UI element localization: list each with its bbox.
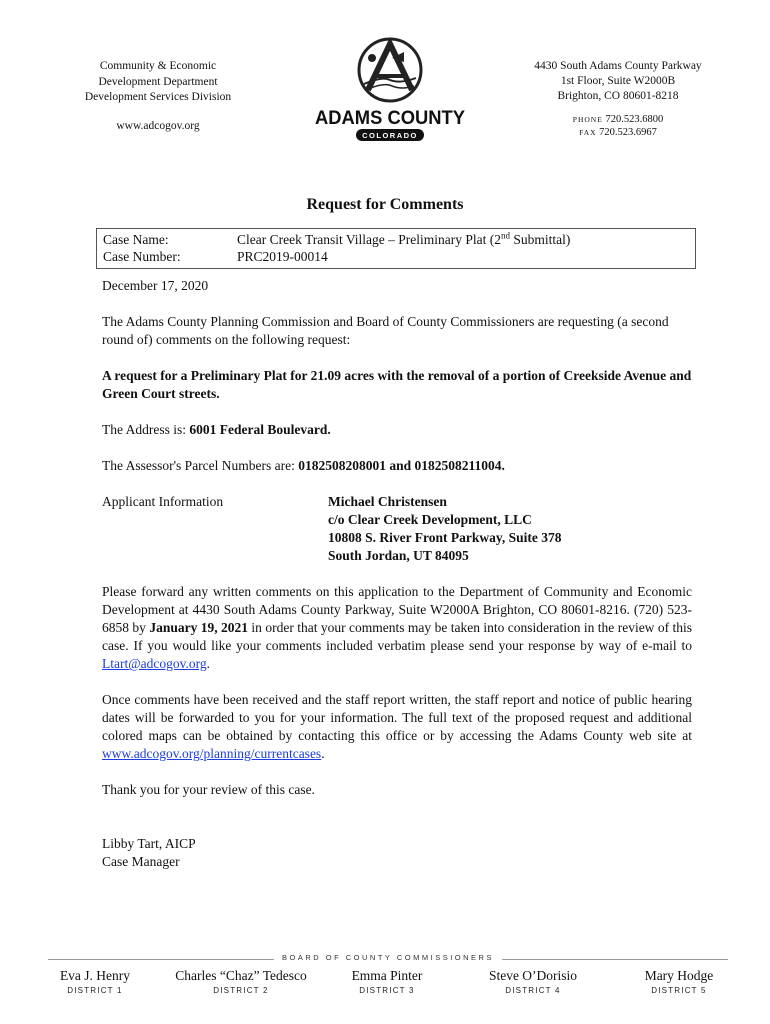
- letter-body: [102, 277, 692, 871]
- logo-subtext: COLORADO: [362, 131, 418, 140]
- commissioner-district: DISTRICT 2: [213, 986, 269, 995]
- signer-name: Libby Tart, AICP: [102, 836, 196, 851]
- thanks-paragraph: Thank you for your review of this case.: [102, 782, 315, 797]
- commissioner-name: Eva J. Henry: [59, 968, 131, 983]
- applicant-line: South Jordan, UT 84095: [328, 548, 469, 563]
- address-line: 4430 South Adams County Parkway: [534, 60, 702, 72]
- commissioner: [20, 968, 170, 995]
- case-info-box: [96, 228, 696, 269]
- contact-numbers: [524, 113, 712, 139]
- commissioner: [166, 968, 316, 995]
- department-line: Development Services Division: [84, 91, 232, 103]
- commissioner-name: Mary Hodge: [644, 968, 714, 983]
- department-line: Community & Economic: [99, 60, 217, 72]
- commissioner-name: Emma Pinter: [351, 968, 423, 983]
- commissioner-district: DISTRICT 4: [505, 986, 561, 995]
- address-line: Brighton, CO 80601-8218: [557, 90, 679, 102]
- letter-date: December 17, 2020: [102, 278, 209, 293]
- website-text: www.adcogov.org: [116, 119, 200, 132]
- commissioner-district: DISTRICT 5: [651, 986, 707, 995]
- document-title: Request for Comments: [306, 196, 464, 213]
- signer-title: Case Manager: [102, 854, 180, 869]
- fax-number: 720.523.6967: [599, 127, 657, 138]
- applicant-label: Applicant Information: [102, 494, 224, 509]
- case-name-value: Clear Creek Transit Village – Preliminary Plat (2nd Submittal): [237, 230, 571, 247]
- address-paragraph: The Address is: 6001 Federal Boulevard.: [102, 422, 331, 437]
- email-link[interactable]: Ltart@adcogov.org: [102, 656, 207, 671]
- commissioner: [458, 968, 608, 995]
- commissioner-name: Steve O’Dorisio: [488, 968, 578, 983]
- logo-emblem-icon: [312, 32, 468, 144]
- phone-number: 720.523.6800: [605, 114, 664, 125]
- phone-label: PHONE: [572, 115, 603, 124]
- logo-text: ADAMS COUNTY: [315, 107, 465, 129]
- commissioner-district: DISTRICT 3: [359, 986, 415, 995]
- fax-label: FAX: [579, 128, 597, 137]
- applicant-line: Michael Christensen: [328, 494, 447, 509]
- adams-county-logo: [312, 32, 468, 144]
- case-number-value: PRC2019-00014: [237, 249, 328, 264]
- case-number-label: Case Number:: [103, 249, 181, 264]
- commissioner-name: Charles “Chaz” Tedesco: [175, 968, 307, 983]
- address-line: 1st Floor, Suite W2000B: [560, 75, 676, 87]
- board-header: [48, 953, 728, 969]
- applicant-line: c/o Clear Creek Development, LLC: [328, 512, 532, 527]
- department-block: [78, 59, 238, 134]
- current-cases-link[interactable]: www.adcogov.org/planning/currentcases: [102, 746, 322, 761]
- commissioner: [312, 968, 462, 995]
- comments-paragraph: Once comments have been received and the staff report written, the staff report and notice of public hearing dates will be forwarded to you for your information. The full text of the proposed request and additional colored maps can be obtained by contacting this office or by accessing the Adams County web site at www.adcogov.org/planning/currentcases.: [102, 692, 692, 761]
- commissioner-district: DISTRICT 1: [67, 986, 123, 995]
- commissioner: [604, 968, 754, 995]
- request-paragraph: A request for a Preliminary Plat for 21.09 acres with the removal of a portion of Creekside Avenue and Green Court streets.: [102, 368, 692, 401]
- address-block: [524, 59, 712, 139]
- department-line: Development Department: [98, 75, 218, 88]
- forward-paragraph: Please forward any written comments on this application to the Department of Community and Economic Development at 4430 South Adams County Parkway, Suite W2000A Brighton, CO 80601-8216. (720) 523-6858 by January 19, 2021 in order that your comments may be taken into consideration in the review of this case. If you would like your comments included verbatim please send your response by way of e-mail to Ltart@adcogov.org.: [102, 584, 692, 671]
- board-label: BOARD OF COUNTY COMMISSIONERS: [274, 953, 502, 962]
- phone-line: [524, 113, 712, 126]
- applicant-line: 10808 S. River Front Parkway, Suite 378: [328, 530, 562, 545]
- fax-line: [524, 126, 712, 139]
- case-name-label: Case Name:: [103, 232, 169, 247]
- applicant-information: [102, 493, 692, 565]
- applicant-details: [328, 493, 562, 565]
- parcel-paragraph: The Assessor's Parcel Numbers are: 0182508208001 and 0182508211004.: [102, 458, 505, 473]
- intro-paragraph: The Adams County Planning Commission and Board of County Commissioners are requesting (a second round of) comments on the following request:: [102, 314, 669, 347]
